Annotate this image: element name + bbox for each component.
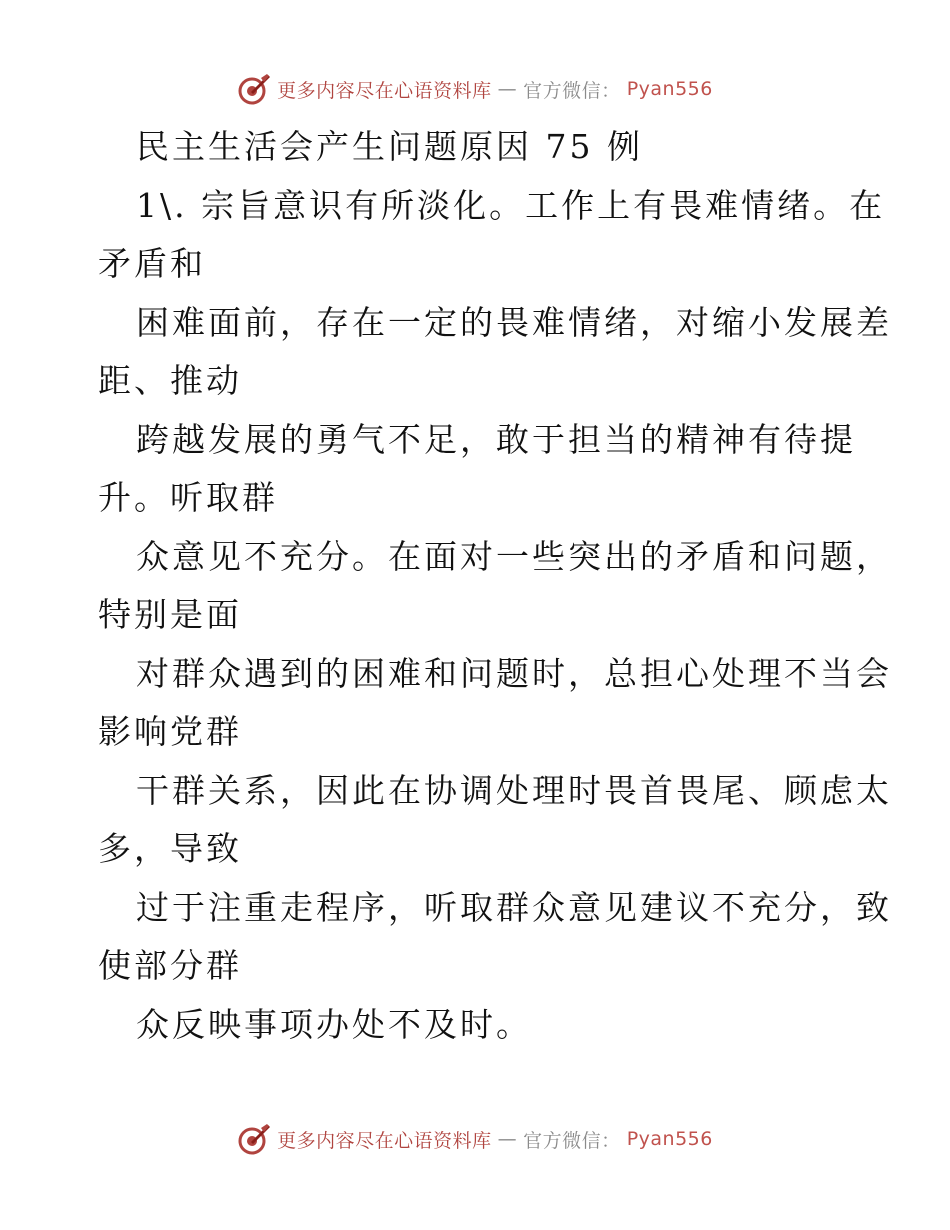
paragraph-line: 干群关系，因此在协调处理时畏首畏尾、顾虑太 [136, 770, 892, 810]
paragraph-line: 对群众遇到的困难和问题时，总担心处理不当会 [136, 653, 892, 693]
header-dash: — [497, 78, 518, 100]
paragraph-line: 多，导致 [98, 829, 242, 868]
paragraph-line: 影响党群 [98, 712, 242, 751]
footer-contact-label: 官方微信： [523, 1129, 621, 1152]
paragraph-line: 跨越发展的勇气不足，敢于担当的精神有待提 [136, 419, 856, 459]
paragraph-line: 众意见不充分。在面对一些突出的矛盾和问题， [136, 536, 892, 576]
paragraph-line: 困难面前，存在一定的畏难情绪，对缩小发展差 [136, 302, 892, 342]
quill-pen-logo-icon [237, 1122, 271, 1156]
quill-pen-logo-icon [237, 72, 271, 106]
page-header-watermark [0, 72, 950, 106]
paragraph-line: 矛盾和 [98, 244, 206, 283]
paragraph-line: 距、推动 [98, 361, 242, 400]
header-contact-id: Pyan556 [626, 78, 713, 100]
footer-contact-id: Pyan556 [626, 1128, 713, 1150]
paragraph-line: 升。听取群 [98, 478, 278, 517]
header-contact-label: 官方微信： [523, 79, 621, 102]
document-body [98, 118, 892, 1054]
document-title: 民主生活会产生问题原因 75 例 [136, 127, 643, 166]
paragraph-line: 1\. 宗旨意识有所淡化。工作上有畏难情绪。在 [136, 185, 886, 225]
paragraph-line: 过于注重走程序，听取群众意见建议不充分，致 [136, 887, 892, 927]
page-footer-watermark [0, 1122, 950, 1156]
header-promo-text: 更多内容尽在心语资料库 [277, 79, 492, 102]
footer-promo-text: 更多内容尽在心语资料库 [277, 1129, 492, 1152]
footer-dash: — [497, 1128, 518, 1150]
paragraph-line: 特别是面 [98, 595, 242, 634]
paragraph-line: 使部分群 [98, 946, 242, 985]
paragraph-line: 众反映事项办处不及时。 [136, 1004, 532, 1044]
